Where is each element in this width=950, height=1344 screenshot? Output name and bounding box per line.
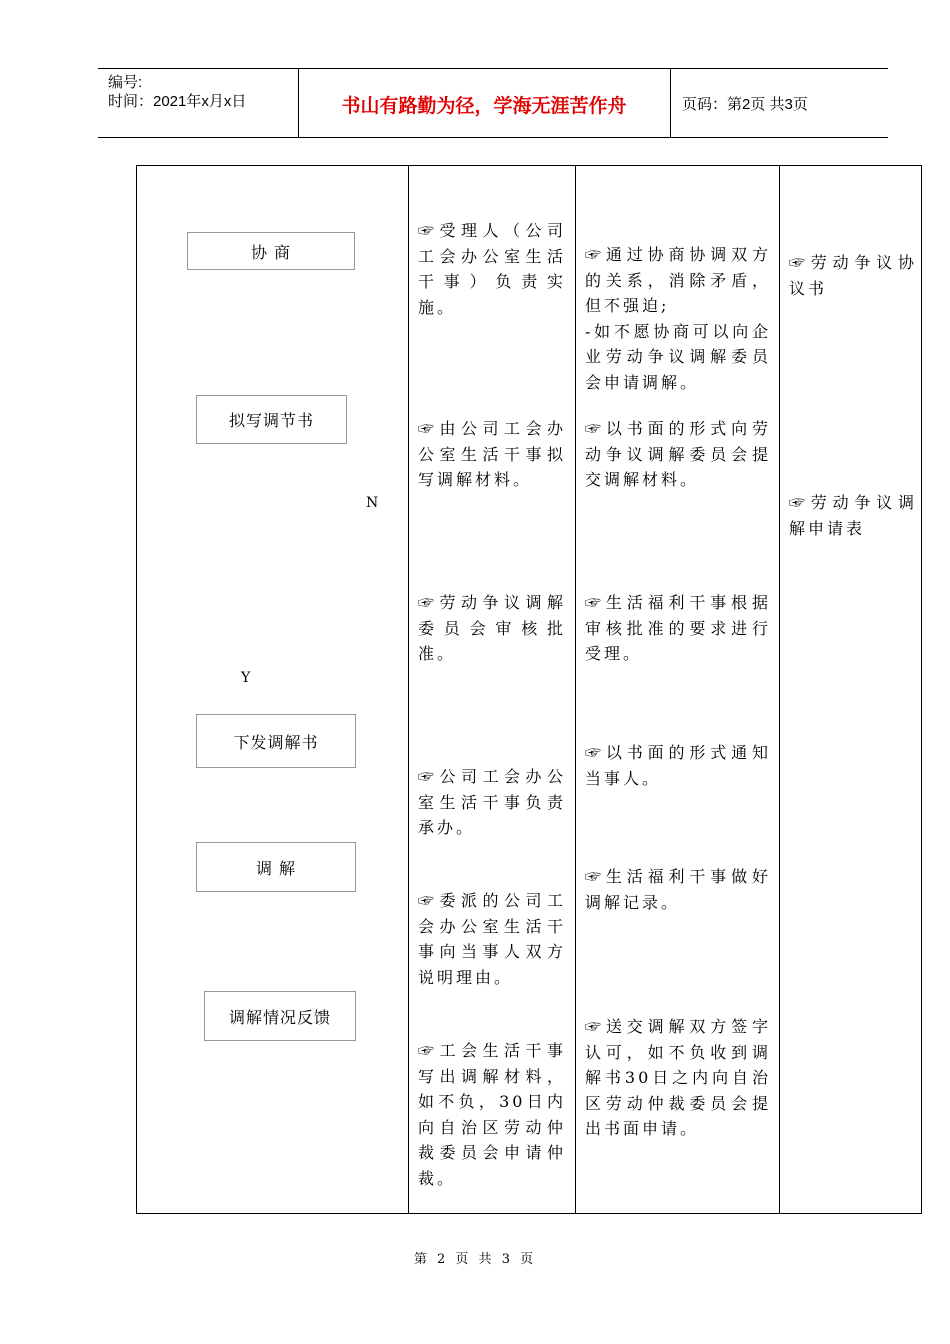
responsible-cell: ☞工会生活干事写出调解材料，如不负，30日内向自治区劳动仲裁委员会申请仲裁。 (418, 1041, 566, 1188)
time-label: 时间：2021年x月x日 (108, 93, 247, 110)
page-header (98, 68, 888, 138)
header-meta (108, 73, 246, 111)
header-motto: 书山有路勤为径，学海无涯苦作舟 (341, 95, 627, 117)
flow-step-mediate: 调 解 (196, 842, 356, 892)
serial-label: 编号: (108, 74, 143, 91)
process-table (136, 165, 922, 1214)
flow-step-negotiate: 协 商 (187, 232, 355, 270)
page-footer: 第 2 页 共 3 页 (413, 1252, 537, 1267)
requirement-cell: ☞生活福利干事根据审核批准的要求进行受理。 (585, 593, 771, 663)
branch-yes-label: Y (241, 670, 251, 686)
record-cell: ☞劳动争议协议书 (789, 253, 917, 298)
responsible-cell: ☞由公司工会办公室生活干事拟写调解材料。 (418, 419, 566, 489)
branch-no-label: N (366, 495, 379, 511)
requirement-cell: ☞以书面的形式通知当事人。 (585, 743, 771, 788)
requirement-cell: ☞通过协商协调双方的关系，消除矛盾，但不强迫; -如不愿协商可以向企业劳动争议调解委员会申请调解。 (585, 245, 771, 392)
responsible-cell: ☞公司工会办公室生活干事负责承办。 (418, 767, 566, 837)
record-cell: ☞劳动争议调解申请表 (789, 493, 917, 538)
flow-step-draft: 拟写调节书 (196, 395, 347, 444)
header-divider (670, 69, 671, 137)
requirement-cell: ☞以书面的形式向劳动争议调解委员会提交调解材料。 (585, 419, 771, 489)
responsible-cell: ☞受理人（公司工会办公室生活干事）负责实施。 (418, 221, 566, 317)
responsible-cell: ☞委派的公司工会办公室生活干事向当事人双方说明理由。 (418, 891, 566, 987)
requirement-cell: ☞生活福利干事做好调解记录。 (585, 867, 771, 912)
flow-step-issue: 下发调解书 (196, 714, 356, 768)
responsible-cell: ☞劳动争议调解委员会审核批准。 (418, 593, 566, 663)
header-page-info: 页码：第2页 共3页 (682, 96, 808, 113)
column-divider (408, 166, 409, 1213)
column-divider (779, 166, 780, 1213)
requirement-cell: ☞送交调解双方签字认可，如不负收到调解书30日之内向自治区劳动仲裁委员会提出书面申请。 (585, 1017, 771, 1138)
column-divider (575, 166, 576, 1213)
flow-step-feedback: 调解情况反馈 (204, 991, 356, 1041)
